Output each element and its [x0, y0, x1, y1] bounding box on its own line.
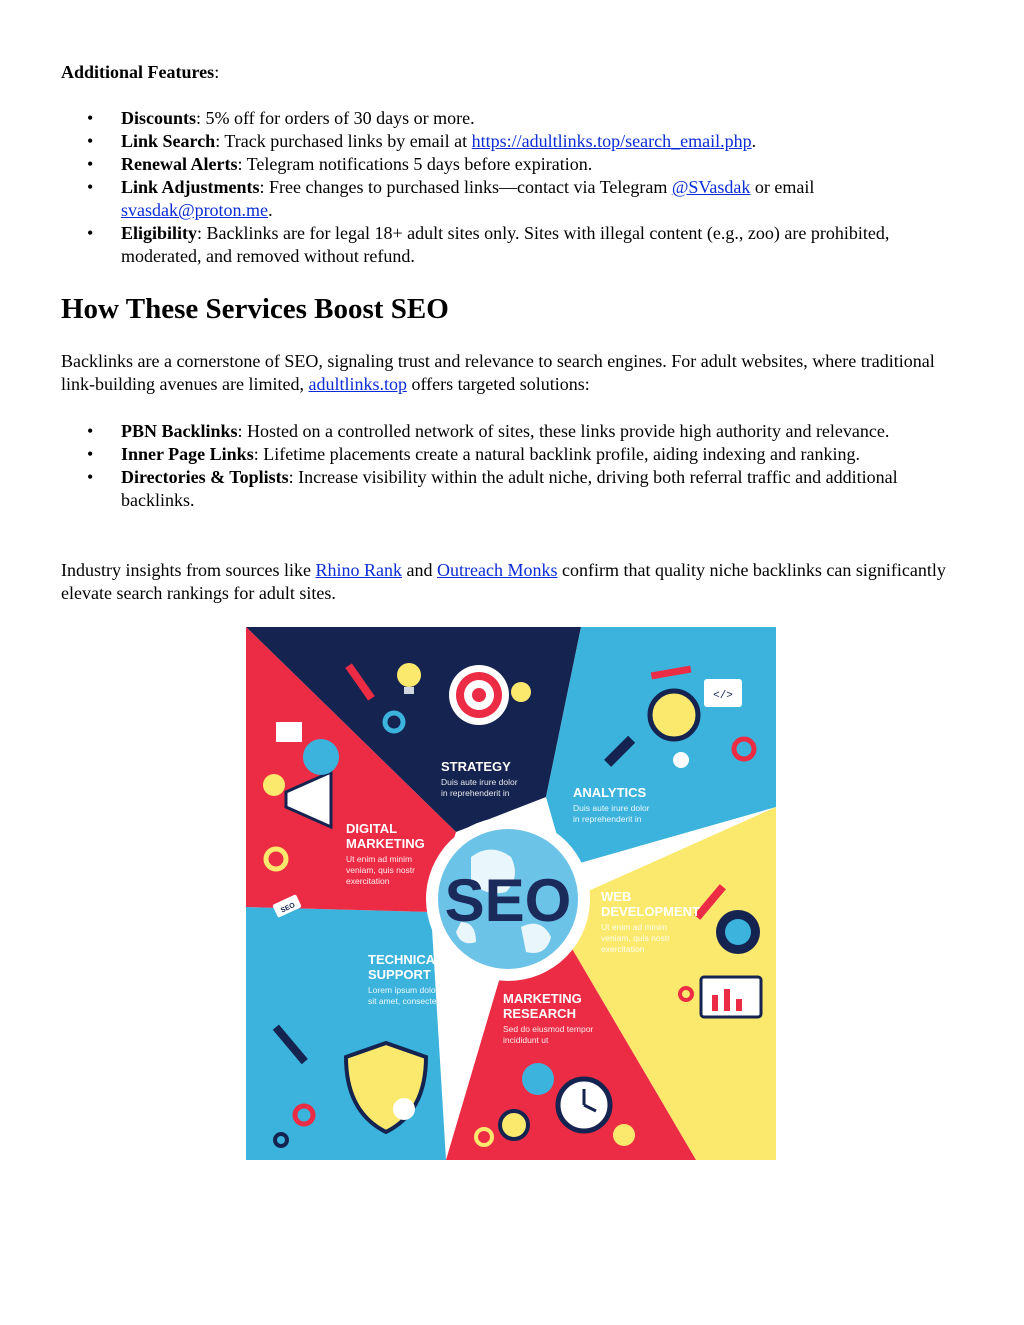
list-item: • PBN Backlinks: Hosted on a controlled network of sites, these links provide high authority and relevance.: [61, 420, 951, 443]
segment-title: ANALYTICS: [573, 785, 647, 800]
list-item: • Link Adjustments: Free changes to purchased links—contact via Telegram @SVasdak or email svasdak@proton.me.: [61, 176, 941, 222]
globe-icon: [522, 1063, 554, 1095]
cloud-icon: [303, 739, 339, 775]
lightbulb-icon: [511, 682, 531, 702]
list-item: • Eligibility: Backlinks are for legal 18+ adult sites only. Sites with illegal content (e.g., zoo) are prohibited, moderated, and removed without refund.: [61, 222, 941, 268]
intro-paragraph: Backlinks are a cornerstone of SEO, signaling trust and relevance to search engines. For adult websites, where traditional link-building avenues are limited, adultlinks.top offers targeted solutions:: [61, 351, 935, 394]
segment-title: WEB: [601, 889, 632, 904]
monitor-icon: [701, 977, 761, 1017]
segment-title: TECHNICAL: [368, 952, 444, 967]
segment-subtitle: veniam, quis nostr: [601, 933, 670, 943]
telegram-link[interactable]: @SVasdak: [671, 177, 751, 197]
seo-infographic: [246, 627, 776, 1160]
services-list: [61, 420, 951, 512]
adultlinks-link[interactable]: adultlinks.top: [308, 374, 407, 394]
segment-subtitle: exercitation: [346, 876, 390, 886]
coin-icon: [613, 1124, 635, 1146]
segment-subtitle: sit amet, consectetur: [368, 996, 447, 1006]
list-item: • Renewal Alerts: Telegram notifications 5 days before expiration.: [61, 153, 941, 176]
check-badge-icon: [393, 1098, 415, 1120]
list-item: • Directories & Toplists: Increase visibility within the adult niche, driving both referral traffic and additional backlinks.: [61, 466, 951, 512]
svg-text:</>: </>: [713, 690, 733, 702]
segment-subtitle: in reprehenderit in: [441, 788, 510, 798]
clock-icon: [673, 752, 689, 768]
segment-subtitle: Ut enim ad minim: [601, 922, 668, 932]
segment-subtitle: Sed do eiusmod tempor: [503, 1024, 594, 1034]
list-item: • Link Search: Track purchased links by email at https://adultlinks.top/search_email.php.: [61, 130, 941, 153]
segment-subtitle: Duis aute irure dolor: [441, 777, 518, 787]
outro-paragraph: Industry insights from sources like Rhino Rank and Outreach Monks confirm that quality niche backlinks can significantly elevate search rankings for adult sites.: [61, 560, 946, 603]
list-item: • Inner Page Links: Lifetime placements create a natural backlink profile, aiding indexing and ranking.: [61, 443, 951, 466]
features-heading: Additional Features:: [61, 62, 220, 82]
segment-title: SUPPORT: [368, 967, 431, 982]
rhino-rank-link[interactable]: Rhino Rank: [315, 560, 402, 580]
email-icon: [276, 722, 302, 742]
segment-title: DIGITAL: [346, 821, 398, 836]
magnifier-icon: [500, 1111, 528, 1139]
segment-title: STRATEGY: [441, 759, 511, 774]
segment-subtitle: Lorem ipsum dolor: [368, 985, 439, 995]
search-email-link[interactable]: https://adultlinks.top/search_email.php: [471, 131, 752, 151]
segment-subtitle: exercitation: [601, 944, 645, 954]
segment-subtitle: incididunt ut: [503, 1035, 549, 1045]
segment-subtitle: veniam, quis nostr: [346, 865, 415, 875]
segment-title: MARKETING: [346, 836, 425, 851]
seo-tag-label: SEO: [279, 901, 297, 915]
dollar-coin-icon: [263, 774, 285, 796]
list-item: • Discounts: 5% off for orders of 30 days or more.: [61, 107, 941, 130]
features-list: [61, 107, 941, 268]
segment-title: RESEARCH: [503, 1006, 576, 1021]
segment-title: MARKETING: [503, 991, 582, 1006]
segment-subtitle: Ut enim ad minim: [346, 854, 413, 864]
section-title: How These Services Boost SEO: [61, 293, 449, 325]
magnifier-icon: [650, 691, 698, 739]
email-link[interactable]: svasdak@proton.me: [121, 200, 269, 220]
segment-title: DEVELOPMENT: [601, 904, 700, 919]
segment-subtitle: Duis aute irure dolor: [573, 803, 650, 813]
lightbulb-icon: [397, 663, 421, 687]
seo-center-label: SEO: [444, 867, 572, 934]
outreach-monks-link[interactable]: Outreach Monks: [437, 560, 558, 580]
segment-subtitle: in reprehenderit in: [573, 814, 642, 824]
